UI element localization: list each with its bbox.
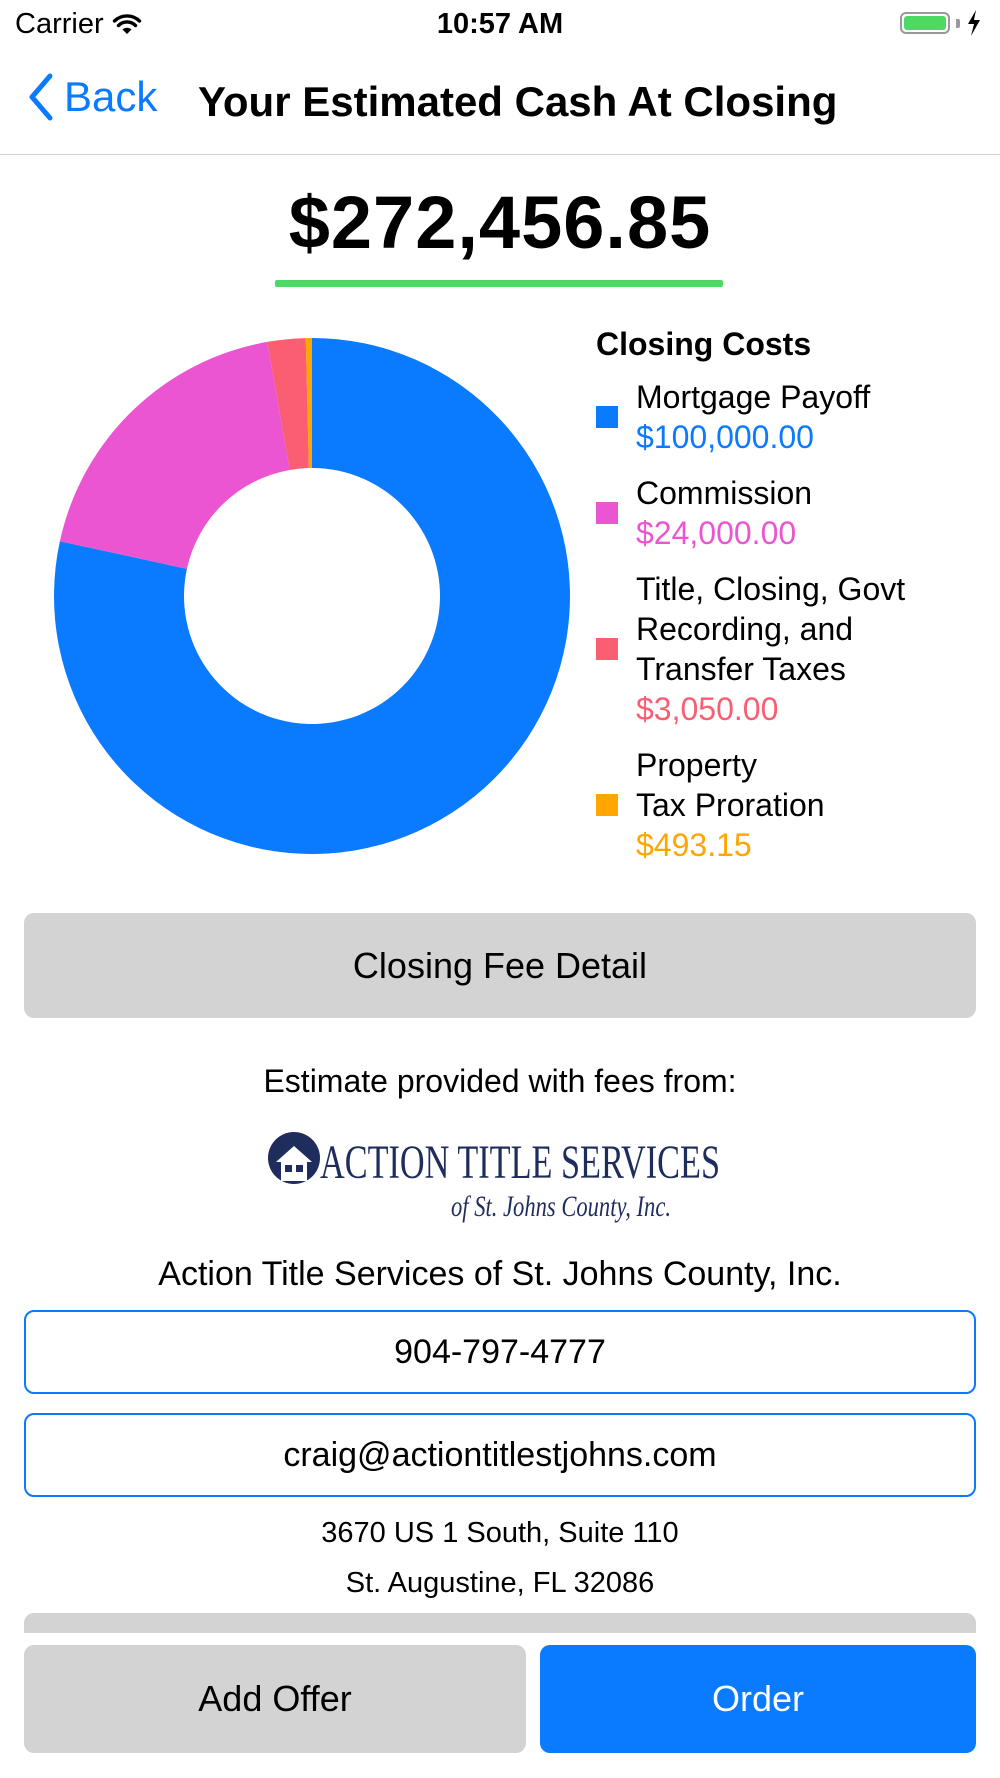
legend-label: Mortgage Payoff [636,379,871,415]
order-button[interactable]: Order [540,1645,976,1753]
legend-label: Commission [636,475,813,511]
legend-label: Property Tax Proration [636,747,825,823]
legend-swatch [596,794,618,816]
estimated-cash-total: $272,456.85 [288,181,712,264]
legend-value: $3,050.00 [636,691,779,727]
legend-swatch [596,406,618,428]
legend-item [596,745,996,865]
back-label: Back [64,73,158,120]
legend-value: $100,000.00 [636,419,814,455]
donut-slice [60,342,290,569]
legend-label: Title, Closing, Govt Recording, and Transfer Taxes [636,571,906,687]
provider-company-name: Action Title Services of St. Johns County, Inc. [158,1255,842,1293]
page-title: Your Estimated Cash At Closing [198,78,838,125]
battery-icon [900,12,950,34]
back-button[interactable] [28,73,157,121]
legend-value: $493.15 [636,827,752,863]
chevron-left-icon [28,73,54,121]
total-underline [275,280,723,287]
svg-text:of St. Johns County, Inc.: of St. Johns County, Inc. [451,1190,671,1223]
legend-item [596,569,996,729]
provider-intro: Estimate provided with fees from: [263,1063,737,1099]
legend-swatch [596,638,618,660]
legend-title: Closing Costs [596,326,812,362]
address-line-1: 3670 US 1 South, Suite 110 [321,1517,679,1549]
provider-logo [268,1128,728,1228]
svg-text:ACTION TITLE SERVICES: ACTION TITLE SERVICES [320,1136,720,1189]
email-button[interactable]: craig@actiontitlestjohns.com [24,1413,976,1497]
address-line-2: St. Augustine, FL 32086 [345,1567,655,1599]
legend-item [596,473,996,553]
phone-button[interactable]: 904-797-4777 [24,1310,976,1394]
charging-bolt-icon [966,10,982,36]
battery-indicator [900,10,982,36]
nav-divider [0,154,1000,155]
legend-item [596,377,996,457]
chart-legend [596,326,996,881]
add-offer-button[interactable]: Add Offer [24,1645,526,1753]
partially-hidden-button[interactable] [24,1613,976,1633]
carrier-label: Carrier [15,8,104,40]
status-time: 10:57 AM [436,8,564,40]
legend-value: $24,000.00 [636,515,797,551]
legend-swatch [596,502,618,524]
closing-fee-detail-button[interactable]: Closing Fee Detail [24,913,976,1018]
closing-costs-donut-chart [52,336,572,856]
